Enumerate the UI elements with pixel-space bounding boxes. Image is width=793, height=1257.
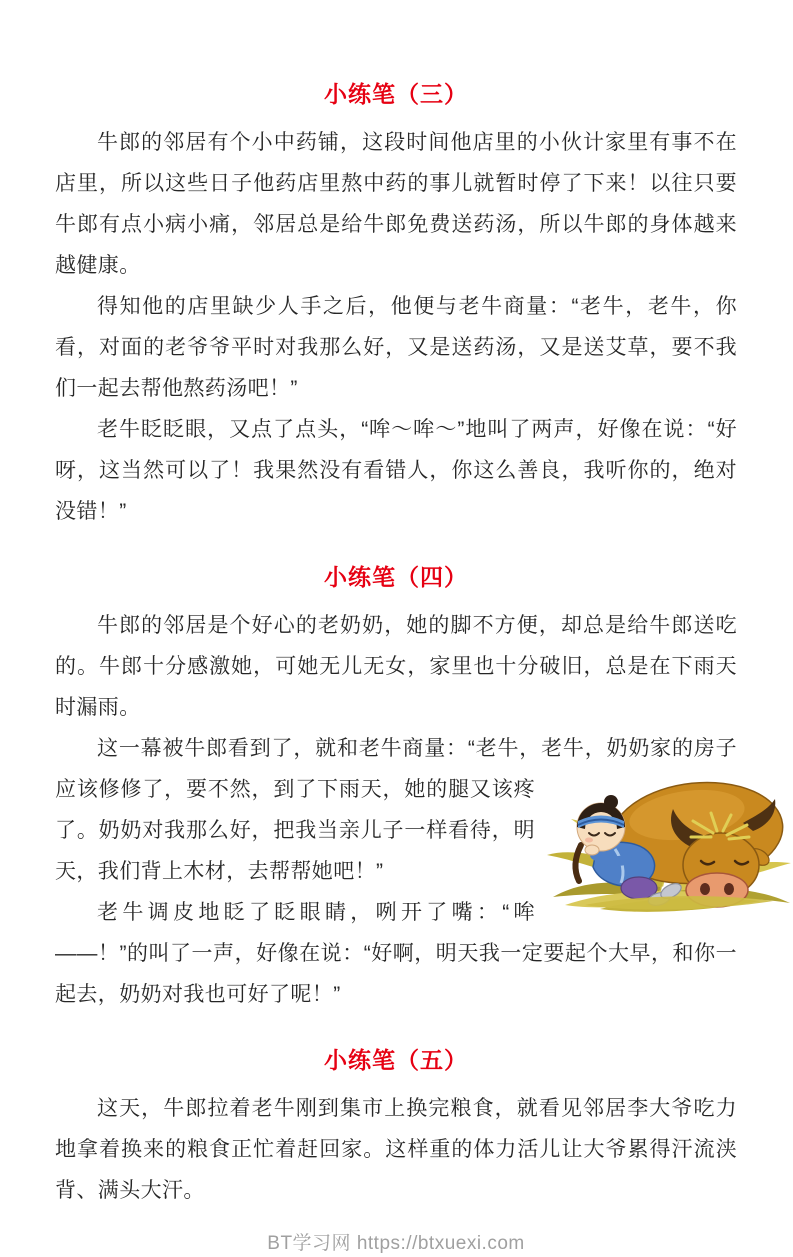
paragraph-text: 这一幕被牛郎看到了，就和老牛商量：“老牛，老牛，奶奶家的房子应该修修了，要不然，到了下雨天，她的腿又该疼了。奶奶对我那么好，把我当亲儿子一样看待，明天，我们背上木材，去帮帮她吧！”: [55, 737, 737, 883]
site-watermark: BT学习网 https://btxuexi.com: [267, 1233, 525, 1254]
section-title: 小练笔（五）: [324, 1047, 468, 1073]
paragraph: 牛郎的邻居是个好心的老奶奶，她的脚不方便，却总是给牛郎送吃的。牛郎十分感激她，可她无儿无女，家里也十分破旧，总是在下雨天时漏雨。: [55, 614, 737, 719]
paragraph: 老牛眨眨眼，又点了点头，“哞～哞～”地叫了两声，好像在说：“好呀，这当然可以了！我果然没有看错人，你这么善良，我听你的，绝对没错！”: [55, 418, 737, 523]
section-title: 小练笔（四）: [324, 564, 468, 590]
section-title: 小练笔（三）: [324, 81, 468, 107]
story-illustration: [545, 769, 793, 919]
paragraph: 得知他的店里缺少人手之后，他便与老牛商量：“老牛，老牛，你看，对面的老爷爷平时对我那么好，又是送药汤，又是送艾草，要不我们一起去帮他熬药汤吧！”: [55, 295, 737, 400]
paragraph: 老牛调皮地眨了眨眼睛，咧开了嘴：“哞——！”的叫了一声，好像在说：“好啊，明天我一定要起个大早，和你一起去，奶奶对我也可好了呢！”: [55, 901, 737, 1006]
paragraph: 牛郎的邻居有个小中药铺，这段时间他店里的小伙计家里有事不在店里，所以这些日子他药店里熬中药的事儿就暂时停了下来！以往只要牛郎有点小病小痛，邻居总是给牛郎免费送药汤，所以牛郎的身体越来越健康。: [55, 131, 737, 277]
section-exercise-5: [55, 1045, 737, 1211]
paragraph: 这天，牛郎拉着老牛刚到集市上换完粮食，就看见邻居李大爷吃力地拿着换来的粮食正忙着赶回家。这样重的体力活儿让大爷累得汗流浃背、满头大汗。: [55, 1097, 737, 1202]
section-exercise-3: [55, 79, 737, 532]
section-exercise-4: [55, 562, 737, 1015]
boy-sleeping-on-ox-image: [545, 769, 793, 919]
paragraph: [55, 728, 737, 892]
